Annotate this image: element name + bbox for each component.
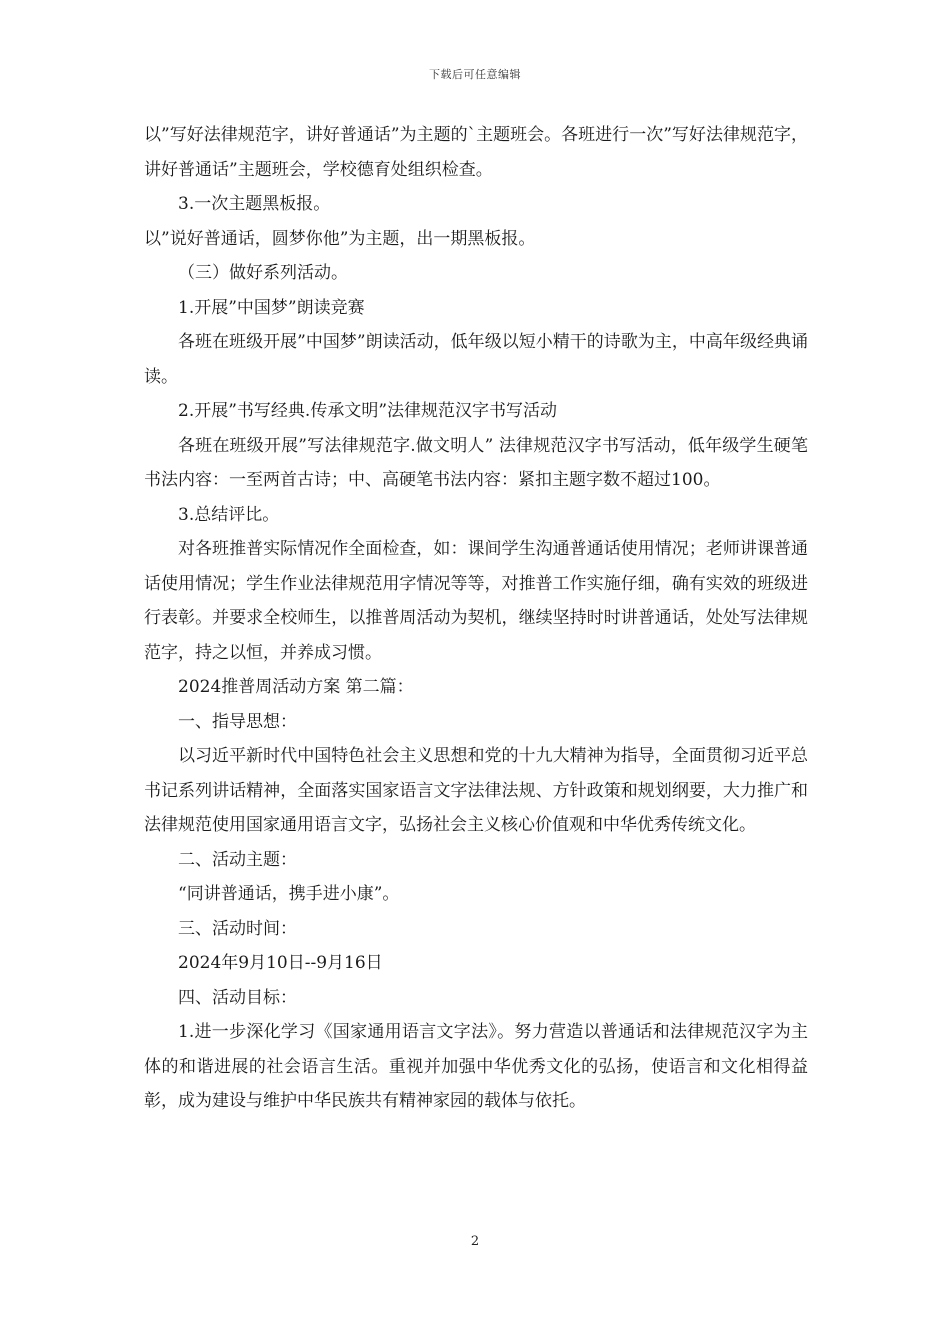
heading: 四、活动目标：: [178, 987, 297, 1008]
document-body: [144, 118, 808, 1119]
paragraph: 对各班推普实际情况作全面检查，如：课间学生沟通普通话使用情况；老师讲课普通话使用情况；学生作业法律规范用字情况等等，对推普工作实施仔细，确有实效的班级进行表彰。并要求全校师生，以推普周活动为契机，继续坚持时时讲普通话，处处写法律规范字，持之以恒，并养成习惯。: [144, 539, 808, 663]
heading: 一、指导思想：: [178, 711, 297, 732]
paragraph: 各班在班级开展”中国梦”朗读活动，低年级以短小精干的诗歌为主，中高年级经典诵读。: [144, 332, 808, 387]
paragraph: 1.进一步深化学习《国家通用语言文字法》。努力营造以普通话和法律规范汉字为主体的和谐进展的社会语言生活。重视并加强中华优秀文化的弘扬，使语言和文化相得益彰，成为建设与维护中华民族共有精神家园的载体与依托。: [144, 1022, 808, 1111]
paragraph: 以”说好普通话，圆梦你他”为主题，出一期黑板报。: [144, 228, 536, 249]
paragraph: 1.开展”中国梦”朗读竞赛: [178, 297, 365, 318]
paragraph: 3.总结评比。: [178, 504, 280, 525]
paragraph: 各班在班级开展”写法律规范字.做文明人” 法律规范汉字书写活动，低年级学生硬笔书法内容：一至两首古诗；中、高硬笔书法内容：紧扣主题字数不超过100。: [144, 435, 808, 490]
paragraph: 2.开展”书写经典.传承文明”法律规范汉字书写活动: [178, 401, 558, 421]
heading: 二、活动主题：: [178, 849, 297, 870]
paragraph: “同讲普通话，携手进小康”。: [178, 884, 400, 904]
section-title: 2024推普周活动方案 第二篇：: [178, 677, 414, 697]
paragraph: 以”写好法律规范字，讲好普通话”为主题的`主题班会。各班进行一次”写好法律规范字，讲好普通话”主题班会，学校德育处组织检查。: [144, 125, 808, 180]
paragraph: （三）做好系列活动。: [178, 263, 348, 283]
paragraph: 以习近平新时代中国特色社会主义思想和党的十九大精神为指导，全面贯彻习近平总书记系列讲话精神，全面落实国家语言文字法律法规、方针政策和规划纲要，大力推广和法律规范使用国家通用语言文字，弘扬社会主义核心价值观和中华优秀传统文化。: [144, 746, 808, 835]
page-number: 2: [470, 1234, 480, 1249]
heading: 三、活动时间：: [178, 918, 297, 939]
paragraph: 3.一次主题黑板报。: [178, 194, 331, 214]
page-header: 下载后可任意编辑: [429, 68, 521, 81]
paragraph: 2024年9月10日--9月16日: [178, 953, 383, 973]
